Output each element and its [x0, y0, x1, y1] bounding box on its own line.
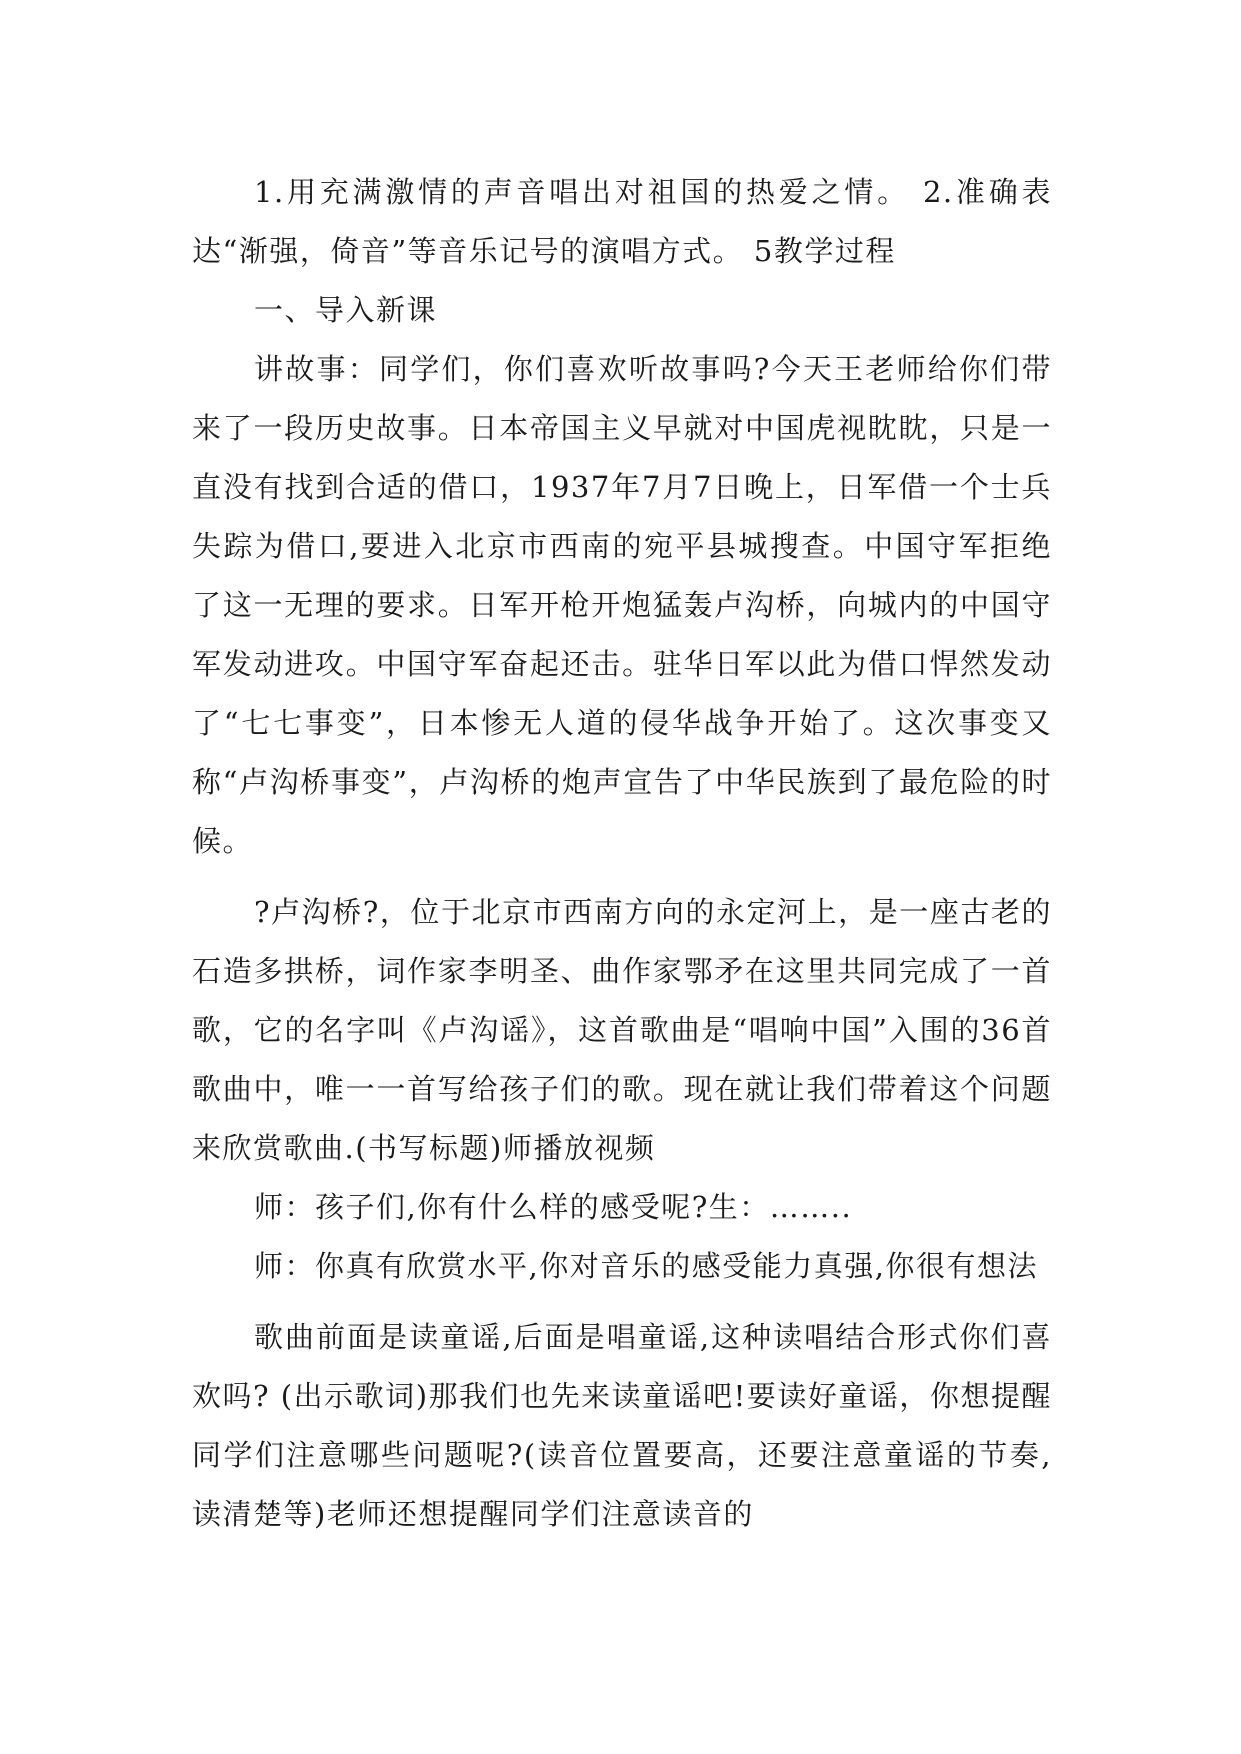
section-heading-intro: 一、导入新课: [254, 293, 438, 327]
paragraph-reading-rhyme: 歌曲前面是读童谣,后面是唱童谣,这种读唱结合形式你们喜欢吗? (出示歌词)那我们也先来读童谣吧!要读好童谣，你想提醒同学们注意哪些问题呢?(读音位置要高，还要注意童谣的节奏,读清楚等)老师还想提醒同学们注意读音的: [192, 1320, 1052, 1531]
paragraph-story: 讲故事：同学们，你们喜欢听故事吗?今天王老师给你们带来了一段历史故事。日本帝国主义早就对中国虎视眈眈，只是一直没有找到合适的借口，1937年7月7日晚上，日军借一个士兵失踪为借口,要进入北京市西南的宛平县城搜查。中国守军拒绝了这一无理的要求。日军开枪开炮猛轰卢沟桥，向城内的中国守军发动进攻。中国守军奋起还击。驻华日军以此为借口悍然发动了“七七事变”，日本惨无人道的侵华战争开始了。这次事变又称“卢沟桥事变”，卢沟桥的炮声宣告了中华民族到了最危险的时候。: [192, 352, 1052, 858]
paragraph-objectives: 1.用充满激情的声音唱出对祖国的热爱之情。 2.准确表达“渐强，倚音”等音乐记号的演唱方式。 5教学过程: [192, 175, 1052, 268]
document-body: [192, 163, 1052, 1544]
paragraph-lugou-bridge: ?卢沟桥?，位于北京市西南方向的永定河上，是一座古老的石造多拱桥，词作家李明圣、曲作家鄂矛在这里共同完成了一首歌，它的名字叫《卢沟谣》，这首歌曲是“唱响中国”入围的36首歌曲中，唯一一首写给孩子们的歌。现在就让我们带着这个问题来欣赏歌曲.(书写标题)师播放视频: [192, 895, 1052, 1165]
paragraph-teacher-praise: 师：你真有欣赏水平,你对音乐的感受能力真强,你很有想法: [254, 1249, 1038, 1283]
paragraph-teacher-question: 师：孩子们,你有什么样的感受呢?生：……..: [254, 1190, 853, 1224]
